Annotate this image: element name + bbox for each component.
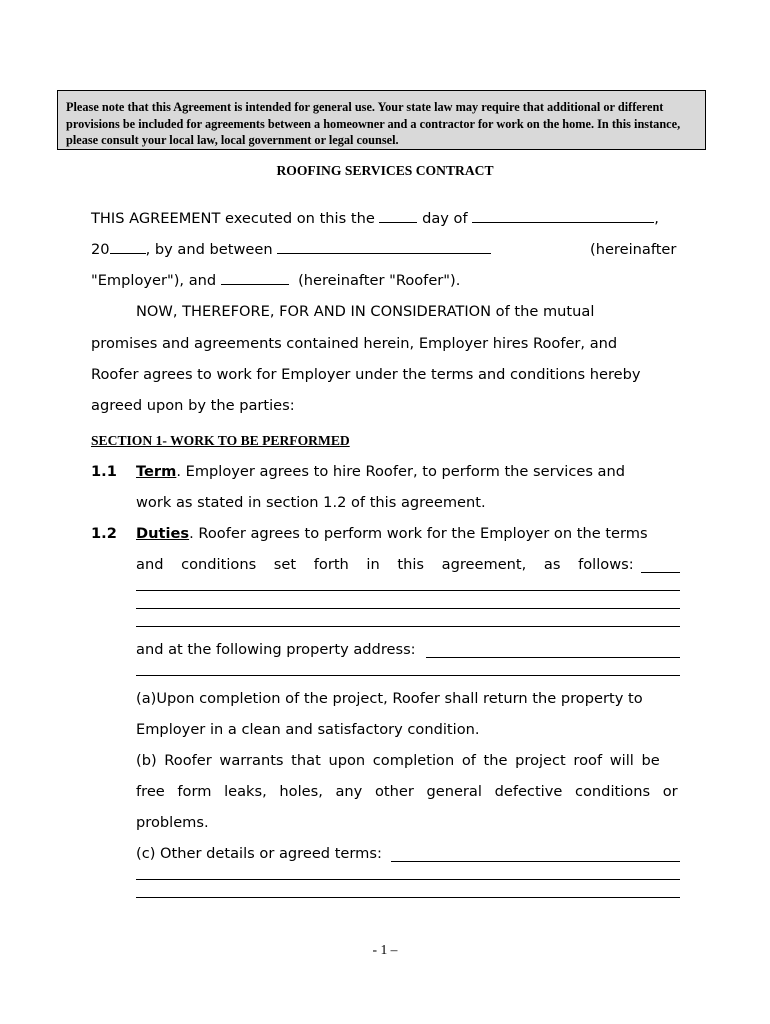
other-terms-blank[interactable] bbox=[391, 861, 680, 862]
term-label: Term bbox=[136, 463, 177, 480]
document-title: ROOFING SERVICES CONTRACT bbox=[276, 163, 494, 178]
clause-1-1-number: 1.1 bbox=[91, 463, 117, 480]
clause-1-1-line-2: work as stated in section 1.2 of this agreement. bbox=[136, 494, 486, 511]
consideration-line-1: NOW, THEREFORE, FOR AND IN CONSIDERATION of the mutual bbox=[136, 303, 595, 320]
work-description-line[interactable] bbox=[136, 608, 680, 609]
roofer-name-blank[interactable] bbox=[221, 272, 289, 285]
condition-a-line-2: Employer in a clean and satisfactory condition. bbox=[136, 721, 480, 738]
intro-text: (hereinafter "Roofer"). bbox=[298, 272, 461, 289]
intro-line-1: THIS AGREEMENT executed on this the day of , bbox=[91, 210, 659, 227]
work-description-line[interactable] bbox=[136, 626, 680, 627]
intro-text: day of bbox=[422, 210, 468, 227]
employer-name-blank[interactable] bbox=[277, 241, 491, 254]
condition-b-line-2: free form leaks, holes, any other general defective conditions or bbox=[136, 783, 678, 800]
work-description-line[interactable] bbox=[136, 590, 680, 591]
other-terms-line[interactable] bbox=[136, 897, 680, 898]
clause-1-1-line-1 bbox=[136, 463, 625, 480]
intro-text: "Employer"), and bbox=[91, 272, 217, 289]
page-number: - 1 – bbox=[372, 942, 398, 957]
condition-a-line-1: (a)Upon completion of the project, Roofer shall return the property to bbox=[136, 690, 643, 707]
day-blank[interactable] bbox=[379, 210, 417, 223]
condition-c-label: (c) Other details or agreed terms: bbox=[136, 845, 382, 862]
other-terms-line[interactable] bbox=[136, 879, 680, 880]
clause-text: . Employer agrees to hire Roofer, to perform the services and bbox=[176, 463, 626, 480]
intro-text: , by and between bbox=[145, 241, 273, 258]
month-blank[interactable] bbox=[472, 210, 654, 223]
intro-line-3 bbox=[91, 272, 460, 289]
consideration-line-3: Roofer agrees to work for Employer under the terms and conditions hereby bbox=[91, 366, 641, 383]
property-address-label: and at the following property address: bbox=[136, 641, 416, 658]
condition-b-line-1: (b) Roofer warrants that upon completion of the project roof will be bbox=[136, 752, 660, 769]
clause-1-2-line-1 bbox=[136, 525, 648, 542]
consideration-line-4: agreed upon by the parties: bbox=[91, 397, 295, 414]
disclaimer-text: Please note that this Agreement is intended for general use. Your state law may require that additional or different provisions be included for agreements between a homeowner and a contractor for work on the home. In this instance, please consult your local law, local government or legal counsel. bbox=[66, 100, 681, 147]
clause-1-2-number: 1.2 bbox=[91, 525, 117, 542]
intro-text: THIS AGREEMENT executed on this the bbox=[91, 210, 375, 227]
duties-label: Duties bbox=[136, 525, 190, 542]
work-description-blank[interactable] bbox=[641, 560, 680, 573]
section-1-heading: SECTION 1- WORK TO BE PERFORMED bbox=[91, 433, 350, 448]
condition-b-line-3: problems. bbox=[136, 814, 209, 831]
disclaimer-notice bbox=[57, 90, 706, 150]
clause-1-2-line-2: and conditions set forth in this agreement, as follows: bbox=[136, 556, 634, 573]
consideration-line-2: promises and agreements contained herein, Employer hires Roofer, and bbox=[91, 335, 618, 352]
year-blank[interactable] bbox=[110, 241, 146, 254]
clause-text: . Roofer agrees to perform work for the Employer on the terms bbox=[189, 525, 648, 542]
hereinafter-label: (hereinafter bbox=[590, 241, 677, 258]
intro-text: 20 bbox=[91, 241, 110, 258]
property-address-line[interactable] bbox=[136, 675, 680, 676]
property-address-blank[interactable] bbox=[426, 657, 680, 658]
